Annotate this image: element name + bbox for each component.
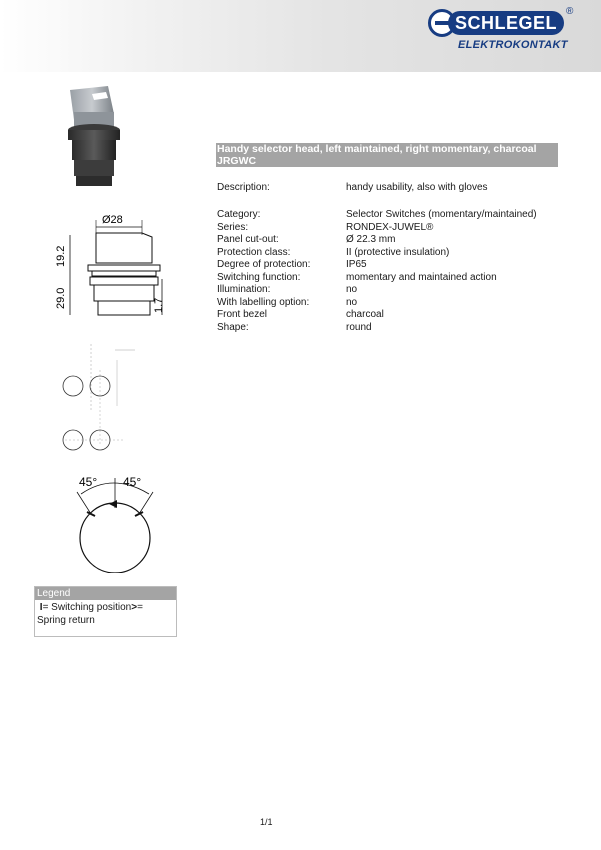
spec-value-switching-function: momentary and maintained action <box>346 271 497 283</box>
spec-label-description: Description: <box>217 182 270 193</box>
spec-label-category: Category: <box>217 209 261 220</box>
spec-value-shape: round <box>346 321 372 333</box>
legend-body <box>35 600 176 627</box>
schlegel-logo <box>428 6 578 56</box>
spec-value-series: RONDEX-JUWEL® <box>346 221 434 233</box>
dim-side-label: 1.7 <box>153 297 165 313</box>
legend-text-equals: = <box>137 602 143 613</box>
spec-value-category: Selector Switches (momentary/maintained) <box>346 209 537 220</box>
spec-label-degree-of-protection: Degree of protection: <box>217 259 311 270</box>
spec-label-illumination: Illumination: <box>217 284 271 295</box>
spec-value-labelling-option: no <box>346 296 358 308</box>
angle-right-label: 45° <box>123 475 142 489</box>
logo-subtitle: ELEKTROKONTAKT <box>458 39 568 51</box>
dim-lower-label: 29.0 <box>55 287 67 309</box>
legend-symbol-spring: > <box>131 602 138 613</box>
legend-title: Legend <box>35 587 176 600</box>
spec-label-labelling-option: With labelling option: <box>217 296 310 308</box>
dimension-drawing-side <box>50 205 180 330</box>
page-number: 1/1 <box>260 817 273 827</box>
spec-label-protection-class: Protection class: <box>217 246 291 258</box>
legend-text-position: = Switching position <box>42 602 132 613</box>
dim-upper-label: 19.2 <box>55 245 67 267</box>
spec-value-protection-class: II (protective insulation) <box>346 246 450 258</box>
logo-brand: SCHLEGEL <box>448 11 564 35</box>
spec-value-illumination: no <box>346 284 358 295</box>
spec-value-degree-of-protection: IP65 <box>346 259 367 270</box>
spec-label-series: Series: <box>217 221 249 233</box>
legend-text-spring-return: Spring return <box>37 615 95 626</box>
legend-symbol-position: I <box>39 602 43 613</box>
product-photo <box>60 84 142 194</box>
angle-left-label: 45° <box>79 475 98 489</box>
spec-value-panel-cutout: Ø 22.3 mm <box>346 234 396 245</box>
diameter-label: Ø28 <box>102 214 123 226</box>
spec-label-switching-function: Switching function: <box>217 271 301 283</box>
panel-cutout-drawing <box>55 340 145 465</box>
spec-value-front-bezel: charcoal <box>346 309 384 320</box>
product-title: Handy selector head, left maintained, right momentary, charcoal JRGWC <box>216 143 558 167</box>
spec-label-shape: Shape: <box>217 321 249 333</box>
legend-box <box>34 586 177 637</box>
switching-position-drawing <box>65 468 165 573</box>
logo-registered-mark: ® <box>566 6 574 17</box>
spec-label-panel-cutout: Panel cut-out: <box>217 234 279 245</box>
spec-label-front-bezel: Front bezel <box>217 309 268 320</box>
spec-value-description: handy usability, also with gloves <box>346 182 488 193</box>
